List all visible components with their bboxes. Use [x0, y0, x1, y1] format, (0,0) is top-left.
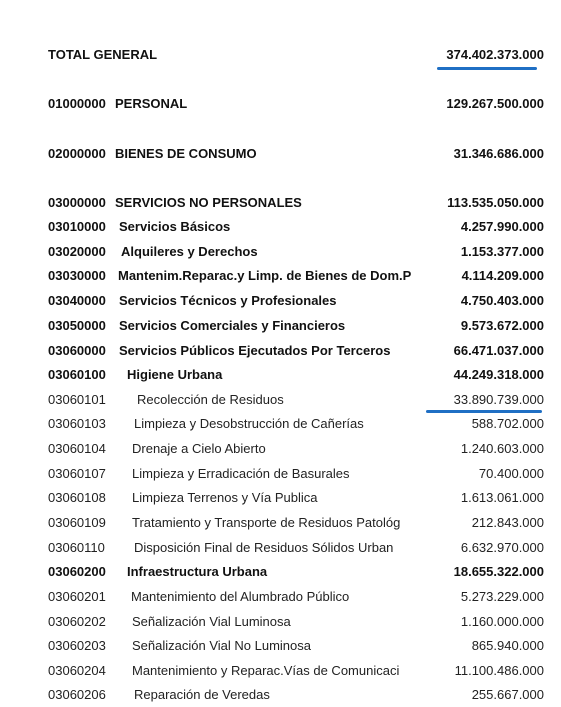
item-row	[48, 290, 544, 312]
item-code: 03060200	[48, 564, 106, 579]
item-row	[48, 561, 544, 583]
item-label: Disposición Final de Residuos Sólidos Urban	[134, 540, 394, 555]
item-row	[48, 438, 544, 460]
total-label: TOTAL GENERAL	[48, 47, 158, 62]
item-amount: 4.257.990.000	[457, 216, 544, 238]
item-amount: 44.249.318.000	[450, 364, 544, 386]
item-row	[48, 413, 544, 435]
item-row	[48, 315, 544, 337]
item-row	[48, 463, 544, 485]
item-row	[48, 660, 544, 682]
item-row	[48, 586, 544, 608]
item-amount: 70.400.000	[475, 463, 544, 485]
total-row	[48, 44, 544, 66]
item-label: Recolección de Residuos	[137, 392, 284, 407]
item-label: Servicios Técnicos y Profesionales	[119, 293, 337, 308]
item-amount: 1.153.377.000	[457, 241, 544, 263]
item-label: Tratamiento y Transporte de Residuos Patológ	[132, 515, 401, 530]
item-row	[48, 265, 544, 287]
item-label: Limpieza y Erradicación de Basurales	[132, 466, 350, 481]
item-code: 03040000	[48, 293, 106, 308]
item-code: 03060103	[48, 416, 106, 431]
item-code: 03060203	[48, 638, 106, 653]
item-amount: 255.667.000	[468, 684, 544, 706]
item-label: Limpieza y Desobstrucción de Cañerías	[134, 416, 364, 431]
item-code: 03060101	[48, 392, 106, 407]
group-amount: 113.535.050.000	[443, 192, 544, 214]
item-row	[48, 635, 544, 657]
item-amount: 6.632.970.000	[457, 537, 544, 559]
item-amount: 33.890.739.000	[450, 389, 544, 411]
item-label: Servicios Comerciales y Financieros	[119, 318, 346, 333]
group-amount: 31.346.686.000	[450, 143, 544, 165]
item-label: Higiene Urbana	[127, 367, 223, 382]
item-amount: 1.613.061.000	[457, 487, 544, 509]
item-label: Señalización Vial Luminosa	[132, 614, 291, 629]
item-row	[48, 364, 544, 386]
group-code: 01000000	[48, 96, 106, 111]
item-code: 03060108	[48, 490, 106, 505]
group-label: BIENES DE CONSUMO	[115, 146, 257, 161]
item-amount: 4.114.209.000	[458, 265, 544, 287]
item-row	[48, 487, 544, 509]
item-amount: 18.655.322.000	[450, 561, 544, 583]
item-amount: 66.471.037.000	[450, 340, 544, 362]
item-amount: 212.843.000	[468, 512, 544, 534]
item-code: 03060107	[48, 466, 106, 481]
item-label: Reparación de Veredas	[134, 687, 270, 702]
total-underline	[437, 67, 537, 70]
group-row	[48, 93, 544, 115]
group-row	[48, 192, 544, 214]
item-amount: 9.573.672.000	[457, 315, 544, 337]
item-amount: 865.940.000	[468, 635, 544, 657]
item-row	[48, 611, 544, 633]
item-amount: 1.160.000.000	[457, 611, 544, 633]
group-code: 02000000	[48, 146, 106, 161]
item-amount: 588.702.000	[468, 413, 544, 435]
item-code: 03060000	[48, 343, 106, 358]
item-label: Señalización Vial No Luminosa	[132, 638, 311, 653]
group-row	[48, 143, 544, 165]
total-amount: 374.402.373.000	[442, 44, 544, 66]
group-code: 03000000	[48, 195, 106, 210]
item-label: Mantenimiento y Reparac.Vías de Comunicaci	[132, 663, 400, 678]
item-label: Alquileres y Derechos	[121, 244, 258, 259]
item-amount: 5.273.229.000	[457, 586, 544, 608]
item-label: Mantenim.Reparac.y Limp. de Bienes de Dom.P	[118, 268, 412, 283]
item-code: 03060202	[48, 614, 106, 629]
group-label: SERVICIOS NO PERSONALES	[115, 195, 302, 210]
item-code: 03010000	[48, 219, 106, 234]
item-row	[48, 537, 544, 559]
item-label: Limpieza Terrenos y Vía Publica	[132, 490, 318, 505]
item-amount: 11.100.486.000	[451, 660, 544, 682]
item-row	[48, 216, 544, 238]
item-code: 03060206	[48, 687, 106, 702]
item-row	[48, 241, 544, 263]
item-code: 03050000	[48, 318, 106, 333]
item-code: 03030000	[48, 268, 106, 283]
item-amount: 4.750.403.000	[457, 290, 544, 312]
item-code: 03020000	[48, 244, 106, 259]
item-row	[48, 340, 544, 362]
item-code: 03060110	[48, 540, 105, 555]
item-label: Mantenimiento del Alumbrado Público	[131, 589, 350, 604]
item-code: 03060104	[48, 441, 106, 456]
group-label: PERSONAL	[115, 96, 188, 111]
item-label: Drenaje a Cielo Abierto	[132, 441, 266, 456]
item-amount: 1.240.603.000	[457, 438, 544, 460]
item-code: 03060201	[48, 589, 106, 604]
item-code: 03060204	[48, 663, 106, 678]
item-label: Servicios Públicos Ejecutados Por Terceros	[119, 343, 391, 358]
group-amount: 129.267.500.000	[442, 93, 544, 115]
item-row	[48, 684, 544, 706]
item-code: 03060100	[48, 367, 106, 382]
item-row	[48, 389, 544, 411]
item-row	[48, 512, 544, 534]
item-code: 03060109	[48, 515, 106, 530]
item-label: Infraestructura Urbana	[127, 564, 268, 579]
item-label: Servicios Básicos	[119, 219, 231, 234]
